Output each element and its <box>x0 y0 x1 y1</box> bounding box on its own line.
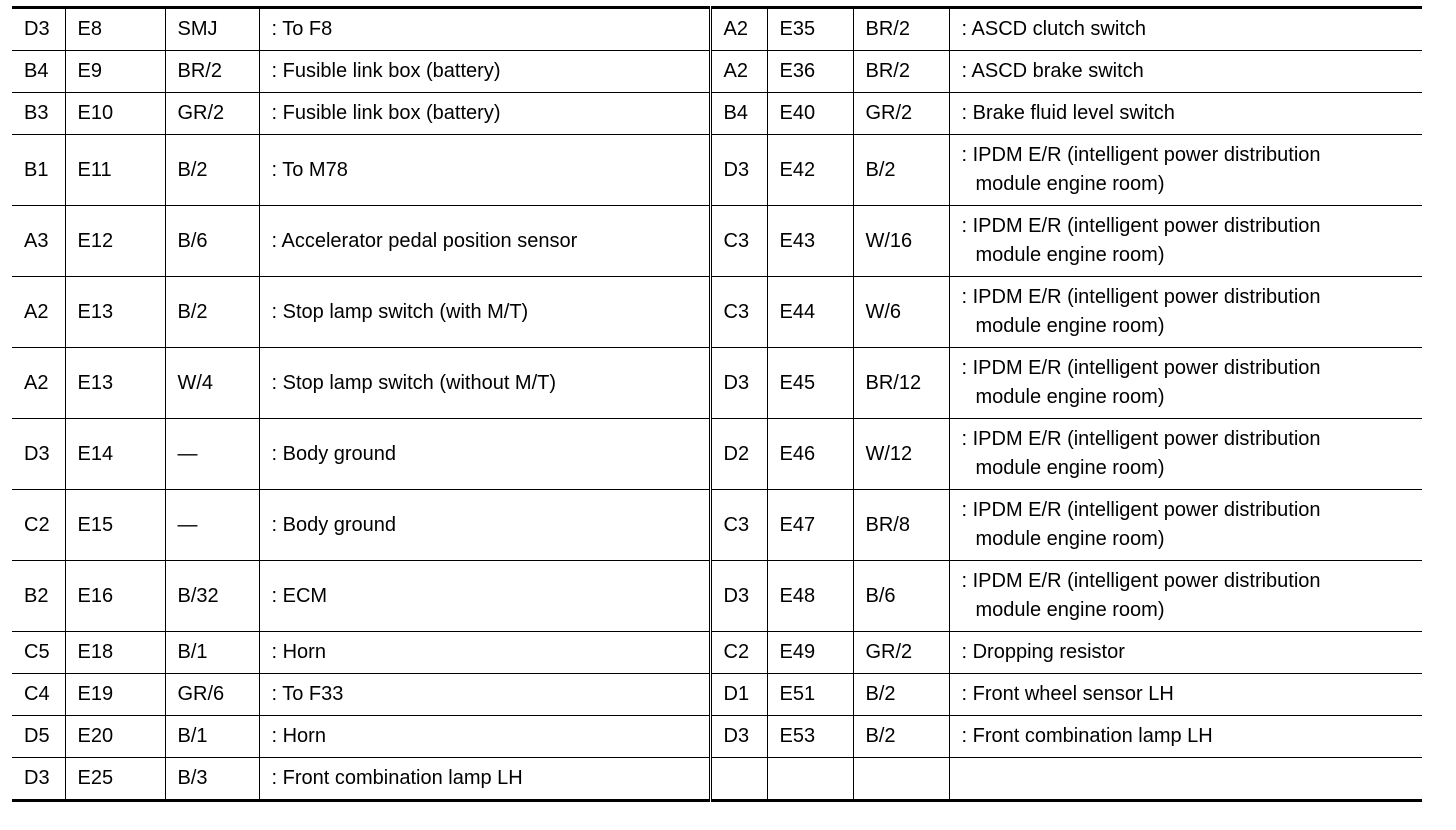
right-connector-number-cell: E46 <box>767 419 853 490</box>
left-grid-location-cell: D5 <box>12 716 65 758</box>
left-grid-location-cell: D3 <box>12 8 65 51</box>
left-connector-spec-cell: GR/6 <box>165 674 259 716</box>
right-connector-spec-cell: W/16 <box>853 206 949 277</box>
right-description-cell <box>949 632 1422 674</box>
left-grid-location-cell: A3 <box>12 206 65 277</box>
left-grid-location-cell: A2 <box>12 348 65 419</box>
right-grid-location-cell: A2 <box>710 51 767 93</box>
description-line: : Stop lamp switch (without M/T) <box>271 371 557 394</box>
right-grid-location-cell: C3 <box>710 277 767 348</box>
left-description-cell <box>259 561 710 632</box>
left-description-cell <box>259 758 710 801</box>
table-row <box>12 277 1422 348</box>
left-connector-spec-cell: W/4 <box>165 348 259 419</box>
description-line: : ECM <box>271 584 328 607</box>
right-description-cell <box>949 135 1422 206</box>
left-connector-number-cell: E25 <box>65 758 165 801</box>
description-line: module engine room) <box>975 386 1165 408</box>
left-connector-spec-cell: GR/2 <box>165 93 259 135</box>
description-line: : Fusible link box (battery) <box>271 60 501 82</box>
left-grid-location-cell: C5 <box>12 632 65 674</box>
left-grid-location-cell: B4 <box>12 51 65 93</box>
left-connector-number-cell: E8 <box>65 8 165 51</box>
description-line: : IPDM E/R (intelligent power distribution <box>961 428 1321 450</box>
description-line: : IPDM E/R (intelligent power distribution <box>961 357 1321 379</box>
right-description-cell <box>949 490 1422 561</box>
left-connector-number-cell: E10 <box>65 93 165 135</box>
left-grid-location-cell: C4 <box>12 674 65 716</box>
left-grid-location-cell: D3 <box>12 419 65 490</box>
right-connector-number-cell: E51 <box>767 674 853 716</box>
description-line: : Fusible link box (battery) <box>271 102 501 124</box>
right-description-cell <box>949 8 1422 51</box>
right-connector-number-cell: E43 <box>767 206 853 277</box>
right-description-cell <box>949 716 1422 758</box>
description-line: : IPDM E/R (intelligent power distribution <box>961 144 1321 166</box>
right-connector-spec-cell: GR/2 <box>853 632 949 674</box>
description-line: : To M78 <box>271 158 348 181</box>
table-row <box>12 674 1422 716</box>
right-grid-location-cell: C2 <box>710 632 767 674</box>
right-connector-spec-cell: B/2 <box>853 716 949 758</box>
description-line: : Body ground <box>271 442 397 465</box>
description-line: : To F33 <box>271 683 344 705</box>
right-connector-number-cell: E42 <box>767 135 853 206</box>
right-description-cell <box>949 561 1422 632</box>
description-line: module engine room) <box>975 457 1165 479</box>
table-row <box>12 51 1422 93</box>
left-connector-number-cell: E18 <box>65 632 165 674</box>
description-line: : Front wheel sensor LH <box>961 683 1174 705</box>
table-row <box>12 93 1422 135</box>
table-row <box>12 419 1422 490</box>
left-description-cell <box>259 277 710 348</box>
right-grid-location-cell: D3 <box>710 716 767 758</box>
right-grid-location-cell: D3 <box>710 348 767 419</box>
left-connector-number-cell: E14 <box>65 419 165 490</box>
table-row <box>12 8 1422 51</box>
table-row <box>12 716 1422 758</box>
left-description-cell <box>259 716 710 758</box>
right-grid-location-cell: D1 <box>710 674 767 716</box>
right-description-cell <box>949 277 1422 348</box>
description-line: : Body ground <box>271 513 397 536</box>
left-connector-spec-cell: B/1 <box>165 632 259 674</box>
right-connector-spec-cell: B/2 <box>853 674 949 716</box>
left-connector-number-cell: E13 <box>65 277 165 348</box>
right-description-cell <box>949 419 1422 490</box>
right-grid-location-cell: D3 <box>710 135 767 206</box>
right-grid-location-cell: D3 <box>710 561 767 632</box>
right-connector-spec-cell: BR/12 <box>853 348 949 419</box>
description-line: : IPDM E/R (intelligent power distribution <box>961 286 1321 308</box>
left-connector-spec-cell: B/32 <box>165 561 259 632</box>
left-connector-number-cell: E15 <box>65 490 165 561</box>
right-connector-spec-cell: BR/2 <box>853 8 949 51</box>
connector-table-body <box>12 8 1422 801</box>
left-grid-location-cell: B2 <box>12 561 65 632</box>
right-connector-number-cell: E53 <box>767 716 853 758</box>
right-connector-number-cell: E48 <box>767 561 853 632</box>
left-description-cell <box>259 490 710 561</box>
description-line: : IPDM E/R (intelligent power distribution <box>961 215 1321 237</box>
description-line: : Horn <box>271 641 326 663</box>
right-grid-location-cell <box>710 758 767 801</box>
left-connector-spec-cell: B/2 <box>165 135 259 206</box>
left-description-cell <box>259 206 710 277</box>
table-row <box>12 206 1422 277</box>
table-row <box>12 490 1422 561</box>
connector-table-container <box>12 6 1422 802</box>
right-connector-spec-cell: GR/2 <box>853 93 949 135</box>
left-grid-location-cell: D3 <box>12 758 65 801</box>
right-connector-spec-cell <box>853 758 949 801</box>
description-line: : IPDM E/R (intelligent power distribution <box>961 499 1321 521</box>
left-grid-location-cell: B3 <box>12 93 65 135</box>
description-line: : Brake fluid level switch <box>961 102 1175 124</box>
right-grid-location-cell: A2 <box>710 8 767 51</box>
left-description-cell <box>259 419 710 490</box>
left-connector-number-cell: E9 <box>65 51 165 93</box>
left-grid-location-cell: A2 <box>12 277 65 348</box>
right-connector-spec-cell: W/12 <box>853 419 949 490</box>
left-connector-number-cell: E13 <box>65 348 165 419</box>
left-connector-spec-cell: B/1 <box>165 716 259 758</box>
right-grid-location-cell: C3 <box>710 490 767 561</box>
left-description-cell <box>259 348 710 419</box>
left-connector-number-cell: E16 <box>65 561 165 632</box>
right-description-cell <box>949 348 1422 419</box>
description-line: : Horn <box>271 725 326 747</box>
right-connector-spec-cell: W/6 <box>853 277 949 348</box>
left-connector-spec-cell: B/2 <box>165 277 259 348</box>
right-connector-spec-cell: BR/2 <box>853 51 949 93</box>
right-connector-number-cell: E44 <box>767 277 853 348</box>
right-connector-spec-cell: BR/8 <box>853 490 949 561</box>
right-connector-number-cell: E49 <box>767 632 853 674</box>
description-line: : Stop lamp switch (with M/T) <box>271 300 529 323</box>
left-grid-location-cell: B1 <box>12 135 65 206</box>
description-line: : ASCD brake switch <box>961 60 1144 82</box>
left-description-cell <box>259 135 710 206</box>
table-row <box>12 758 1422 801</box>
right-connector-number-cell: E35 <box>767 8 853 51</box>
description-line: module engine room) <box>975 173 1165 195</box>
table-row <box>12 561 1422 632</box>
right-connector-number-cell: E45 <box>767 348 853 419</box>
right-grid-location-cell: D2 <box>710 419 767 490</box>
description-line: module engine room) <box>975 528 1165 550</box>
table-row <box>12 632 1422 674</box>
right-grid-location-cell: B4 <box>710 93 767 135</box>
left-connector-spec-cell: — <box>165 490 259 561</box>
left-connector-spec-cell: BR/2 <box>165 51 259 93</box>
description-line: : Accelerator pedal position sensor <box>271 229 578 252</box>
right-grid-location-cell: C3 <box>710 206 767 277</box>
right-description-cell <box>949 206 1422 277</box>
left-description-cell <box>259 8 710 51</box>
description-line: : Front combination lamp LH <box>961 725 1213 747</box>
left-connector-spec-cell: B/3 <box>165 758 259 801</box>
right-description-cell <box>949 674 1422 716</box>
right-description-cell <box>949 93 1422 135</box>
left-connector-number-cell: E20 <box>65 716 165 758</box>
left-connector-spec-cell: — <box>165 419 259 490</box>
right-connector-spec-cell: B/2 <box>853 135 949 206</box>
left-connector-spec-cell: B/6 <box>165 206 259 277</box>
table-row <box>12 135 1422 206</box>
right-connector-number-cell: E36 <box>767 51 853 93</box>
right-description-cell <box>949 51 1422 93</box>
description-line: module engine room) <box>975 244 1165 266</box>
left-description-cell <box>259 632 710 674</box>
left-connector-number-cell: E19 <box>65 674 165 716</box>
description-line: : To F8 <box>271 18 333 40</box>
left-connector-spec-cell: SMJ <box>165 8 259 51</box>
description-line: : ASCD clutch switch <box>961 18 1147 40</box>
description-line: : Dropping resistor <box>961 641 1125 663</box>
right-description-cell <box>949 758 1422 801</box>
description-line: : IPDM E/R (intelligent power distribution <box>961 570 1321 592</box>
description-line: : Front combination lamp LH <box>271 767 523 789</box>
right-connector-number-cell: E47 <box>767 490 853 561</box>
left-grid-location-cell: C2 <box>12 490 65 561</box>
left-description-cell <box>259 93 710 135</box>
left-connector-number-cell: E12 <box>65 206 165 277</box>
description-line: module engine room) <box>975 315 1165 337</box>
right-connector-number-cell <box>767 758 853 801</box>
left-description-cell <box>259 674 710 716</box>
right-connector-number-cell: E40 <box>767 93 853 135</box>
right-connector-spec-cell: B/6 <box>853 561 949 632</box>
left-description-cell <box>259 51 710 93</box>
left-connector-number-cell: E11 <box>65 135 165 206</box>
table-row <box>12 348 1422 419</box>
connector-list-table <box>12 6 1422 802</box>
description-line: module engine room) <box>975 599 1165 621</box>
